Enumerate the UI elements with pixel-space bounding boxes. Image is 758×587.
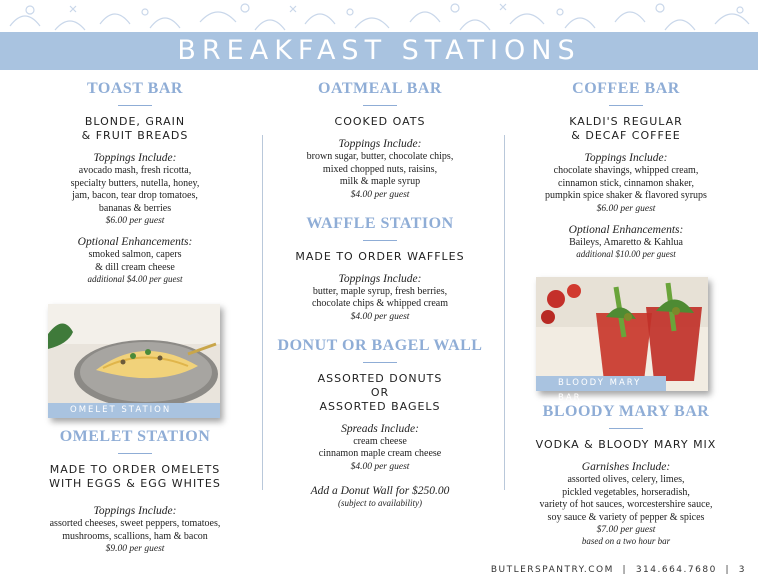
title-rule — [118, 453, 152, 454]
bloody-mary-photo-label: BLOODY MARY BAR — [536, 376, 666, 391]
toppings-heading: Toppings Include: — [584, 152, 668, 164]
toast-bar-enhancements: smoked salmon, capers & dill cream cheese — [88, 249, 182, 273]
waffle-station-toppings: butter, maple syrup, fresh berries, chocolate chips & whipped cream — [311, 285, 449, 309]
donut-bagel-price: $4.00 per guest — [350, 461, 410, 472]
toppings-heading: Toppings Include: — [93, 152, 177, 164]
omelet-station-description: MADE TO ORDER OMELETS WITH EGGS & EGG WHITES — [49, 463, 221, 490]
title-rule — [363, 240, 397, 241]
bloody-mary-image — [536, 277, 708, 391]
oatmeal-bar-description: COOKED OATS — [334, 115, 426, 128]
title-rule — [363, 362, 397, 363]
enhancements-heading: Optional Enhancements: — [568, 223, 684, 236]
toppings-heading: Toppings Include: — [338, 272, 422, 285]
title-rule — [118, 105, 152, 106]
toast-bar-toppings: avocado mash, fresh ricotta, specialty butters, nutella, honey, jam, bacon, tear drop tomatoes, bananas & berries — [70, 165, 200, 214]
title-rule — [363, 105, 397, 106]
enhancements-price: additional $10.00 per guest — [576, 249, 676, 259]
toppings-heading: Toppings Include: — [338, 138, 422, 150]
toast-bar-breads: BLONDE, GRAIN & FRUIT BREADS — [81, 115, 189, 142]
bloody-mary-garnishes: assorted olives, celery, limes, pickled vegetables, horseradish, variety of hot sauces, worcestershire sauce, soy sauce & variety of pepper & spices — [539, 474, 713, 523]
donut-wall-addon: Add a Donut Wall for $250.00 — [310, 484, 450, 497]
enhancements-price: additional $4.00 per guest — [87, 274, 183, 284]
donut-bagel-wall-title: DONUT OR BAGEL WALL — [277, 336, 483, 354]
column-right — [506, 80, 746, 260]
omelet-image — [48, 304, 220, 418]
donut-wall-note: (subject to availability) — [338, 497, 422, 508]
column-divider — [504, 135, 505, 490]
donut-bagel-spreads: cream cheese cinnamon maple cream cheese — [318, 435, 442, 459]
omelet-station-title: OMELET STATION — [59, 428, 211, 445]
column-middle — [260, 80, 500, 509]
bloody-mary-section — [506, 403, 746, 547]
waffle-station-description: MADE TO ORDER WAFFLES — [295, 249, 465, 263]
title-rule — [609, 428, 643, 429]
omelet-photo-label: OMELET STATION — [48, 403, 220, 418]
coffee-bar-toppings: chocolate shavings, whipped cream, cinnamon stick, cinnamon shaker, pumpkin spice shaker & flavored syrups — [545, 165, 707, 201]
donut-bagel-description: ASSORTED DONUTS OR ASSORTED BAGELS — [317, 371, 443, 413]
bloody-mary-price-note: based on a two hour bar — [581, 536, 671, 546]
enhancements-heading: Optional Enhancements: — [77, 236, 193, 248]
bloody-mary-photo — [536, 277, 708, 403]
page-title: BREAKFAST STATIONS — [0, 32, 758, 70]
garnishes-heading: Garnishes Include: — [581, 461, 671, 473]
toast-bar-title: TOAST BAR — [87, 80, 183, 97]
bloody-mary-price: $7.00 per guest — [596, 525, 656, 535]
coffee-bar-description: KALDI'S REGULAR & DECAF COFFEE — [569, 115, 683, 142]
bloody-mary-bar-title: BLOODY MARY BAR — [542, 403, 710, 420]
oatmeal-bar-toppings: brown sugar, butter, chocolate chips, mixed chopped nuts, raisins, milk & maple syrup — [306, 151, 454, 187]
title-rule — [609, 105, 643, 106]
toast-bar-price: $6.00 per guest — [105, 216, 165, 226]
toppings-heading: Toppings Include: — [93, 505, 177, 517]
spreads-heading: Spreads Include: — [341, 422, 419, 435]
omelet-station-price: $9.00 per guest — [105, 544, 165, 554]
decorative-pattern — [0, 0, 758, 32]
omelet-station-section — [15, 428, 255, 555]
oatmeal-bar-title: OATMEAL BAR — [318, 80, 442, 97]
coffee-bar-enhancements: Baileys, Amaretto & Kahlua — [569, 236, 683, 248]
oatmeal-bar-price: $4.00 per guest — [350, 189, 410, 200]
waffle-station-price: $4.00 per guest — [350, 311, 410, 322]
waffle-station-title: WAFFLE STATION — [306, 214, 454, 232]
omelet-station-toppings: assorted cheeses, sweet peppers, tomatoes, mushrooms, scallions, ham & bacon — [49, 518, 221, 542]
footer-contact: BUTLERSPANTRY.COM | 314.664.7680 | 3 — [490, 565, 746, 575]
omelet-photo — [48, 304, 220, 418]
pattern-svg — [0, 0, 758, 32]
coffee-bar-price: $6.00 per guest — [596, 203, 656, 214]
bloody-mary-description: VODKA & BLOODY MARY MIX — [535, 438, 717, 451]
column-left — [15, 80, 255, 285]
coffee-bar-title: COFFEE BAR — [572, 80, 680, 97]
